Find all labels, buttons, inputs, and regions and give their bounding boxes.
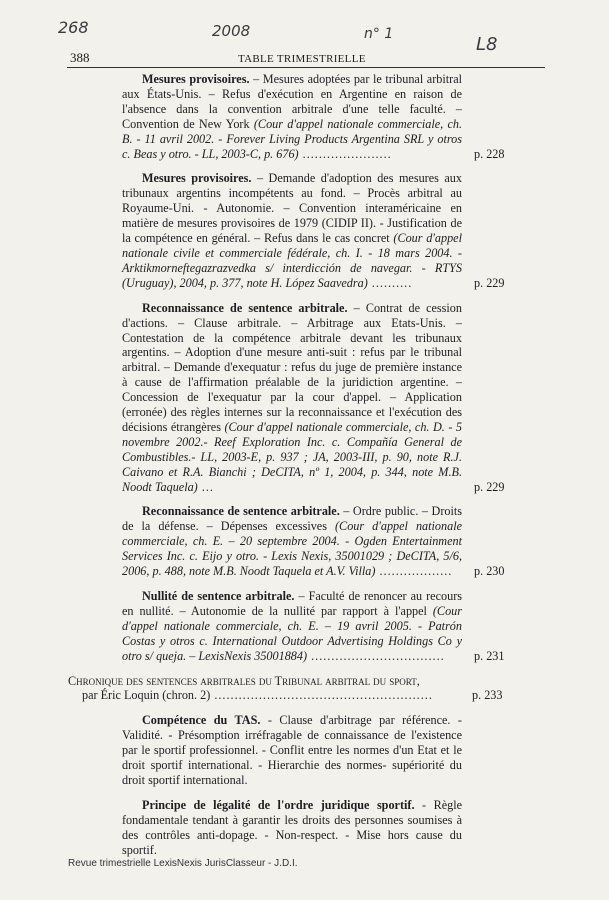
entry-citation: (Cour d'appel nationale civile et commerciale fédérale, ch. I. - 18 mars 2004. - Arktikmorneftegazrazvedka s/ interdicción de navegar. - RTYS (Uruguay), 2004, p. 377, note H. López Saavedra)	[122, 231, 462, 290]
chronicle-author: par Éric Loquin	[82, 688, 163, 703]
header-rule	[67, 67, 545, 68]
chronicle-heading	[68, 673, 503, 704]
page-number: 388	[70, 50, 90, 65]
leader-dots: .................................	[307, 648, 445, 663]
handwritten-issue-number: n° 1	[364, 26, 394, 42]
leader-dots: ......................................................	[210, 688, 433, 703]
page-reference: p. 231	[474, 648, 505, 663]
entry-citation: (Cour d'appel nationale commerciale, ch. E. – 19 avril 2005. - Patrón Costas y otros c. International Outdoor Advertising Holdings Co y otro s/ queja. – LexisNexis 35001884)	[122, 603, 462, 663]
entry-body: – Faculté de renoncer au recours en nullité. – Autonomie de la nullité par rapport à l'appel	[122, 589, 462, 618]
entry-6	[122, 713, 462, 788]
entry-title: Principe de légalité de l'ordre juridique sportif.	[142, 797, 415, 812]
entry-title: Reconnaissance de sentence arbitrale.	[142, 504, 340, 519]
handwritten-year: 2008	[212, 22, 251, 40]
entry-2	[122, 171, 505, 290]
chronicle-title: Chronique des sentences arbitrales du Tribunal arbitral du sport,	[68, 673, 420, 688]
entry-title: Mesures provisoires.	[142, 171, 252, 186]
entry-5	[122, 589, 505, 664]
running-title: TABLE TRIMESTRIELLE	[238, 53, 366, 65]
handwritten-number-top-left: 268	[58, 18, 89, 37]
entry-1	[122, 72, 505, 161]
entry-title: Reconnaissance de sentence arbitrale.	[142, 300, 348, 315]
leader-dots: ......................	[298, 146, 392, 161]
footer-publication: Revue trimestrielle LexisNexis JurisClasseur - J.D.I.	[68, 858, 298, 869]
entry-title: Compétence du TAS.	[142, 713, 261, 728]
table-content	[0, 72, 609, 868]
entry-body: – Contrat de cession d'actions. – Clause arbitrale. – Arbitrage aux Etats-Unis. – Contestation de la compétence arbitrale devant les tribunaux argentins. – Adoption d'une mesure anti-suit : refus par le tribunal arbitral. – Demande d'exequatur : refus du juge de première instance à cause de l'affirmation préalable de la juridiction argentine. – Concession de l'exequatur par la cour d'appel. – Application (erronée) des règles internes sur la reconnaissance et l'exécution des décisions étrangères	[122, 300, 462, 434]
leader-dots: ..........	[367, 275, 413, 290]
entry-4	[122, 504, 505, 579]
entry-citation: (Cour d'appel nationale commerciale, ch. B. - 11 avril 2002. - Forever Living Products Argentina SRL y otros c. Beas y otro. - LL, 2003-C, p. 676)	[122, 116, 462, 161]
entry-3	[122, 300, 505, 495]
entry-body: – Ordre public. – Droits de la défense. – Dépenses excessives	[122, 504, 462, 534]
page-reference: p. 228	[474, 146, 505, 161]
entry-citation: (Cour d'appel nationale commerciale, ch. E. – 20 septembre 2004. - Ogden Entertainment Services Inc. c. Eijo y otro. - Lexis Nexis, 35001029 ; DeCITA, 5/6, 2006, p. 488, note M.B. Noodt Taquela et A.V. Villa)	[122, 519, 462, 579]
handwritten-number-top-right: L8	[476, 34, 498, 55]
chronicle-number: (chron. 2)	[162, 688, 211, 703]
entry-title: Nullité de sentence arbitrale.	[142, 589, 295, 603]
entry-body: - Règle fondamentale tendant à garantir les droits des personnes soumises à des contrôles anti-dopage. - Non-respect. - Mise hors cause du sportif.	[122, 797, 462, 857]
entry-body: – Demande d'adoption des mesures aux tribunaux argentins incompétents au fond. – Procès arbitral au Royaume-Uni. - Autonomie. – Convention interaméricaine en matière de mesures provisoires de 1979 (CIDIP II). - Justification de la compétence en général. – Refus dans le cas concret	[122, 171, 462, 246]
leader-dots: ...	[197, 479, 214, 494]
entry-body: – Mesures adoptées par le tribunal arbitral aux États-Unis. – Refus d'exécution en Argentine en raison de l'absence dans la convention arbitrale d'une telle faculté. – Convention de New York	[122, 72, 462, 131]
page-reference: p. 229	[474, 479, 505, 494]
page-reference: p. 233	[472, 688, 503, 703]
page-reference: p. 229	[474, 275, 505, 290]
entry-title: Mesures provisoires.	[142, 72, 250, 86]
leader-dots: ..................	[375, 564, 453, 579]
entry-body: - Clause d'arbitrage par référence. - Validité. - Présomption irréfragable de connaissance de l'existence par le sportif professionnel. - Conflit entre les normes d'un Etat et le droit sportif international. - Hierarchie des normes- supériorité du droit sportif international.	[122, 713, 462, 787]
page-reference: p. 230	[474, 564, 505, 579]
entry-7	[122, 798, 462, 858]
entry-citation: (Cour d'appel nationale commerciale, ch. D. - 5 novembre 2002.- Reef Exploration Inc. c. Compañía General de Combustibles.- LL, 2003-E, p. 937 ; JA, 2003-III, p. 90, note R.J. Caivano et R.A. Bianchi ; DeCITA, nº 1, 2004, p. 344, note M.B. Noodt Taquela)	[122, 419, 462, 494]
